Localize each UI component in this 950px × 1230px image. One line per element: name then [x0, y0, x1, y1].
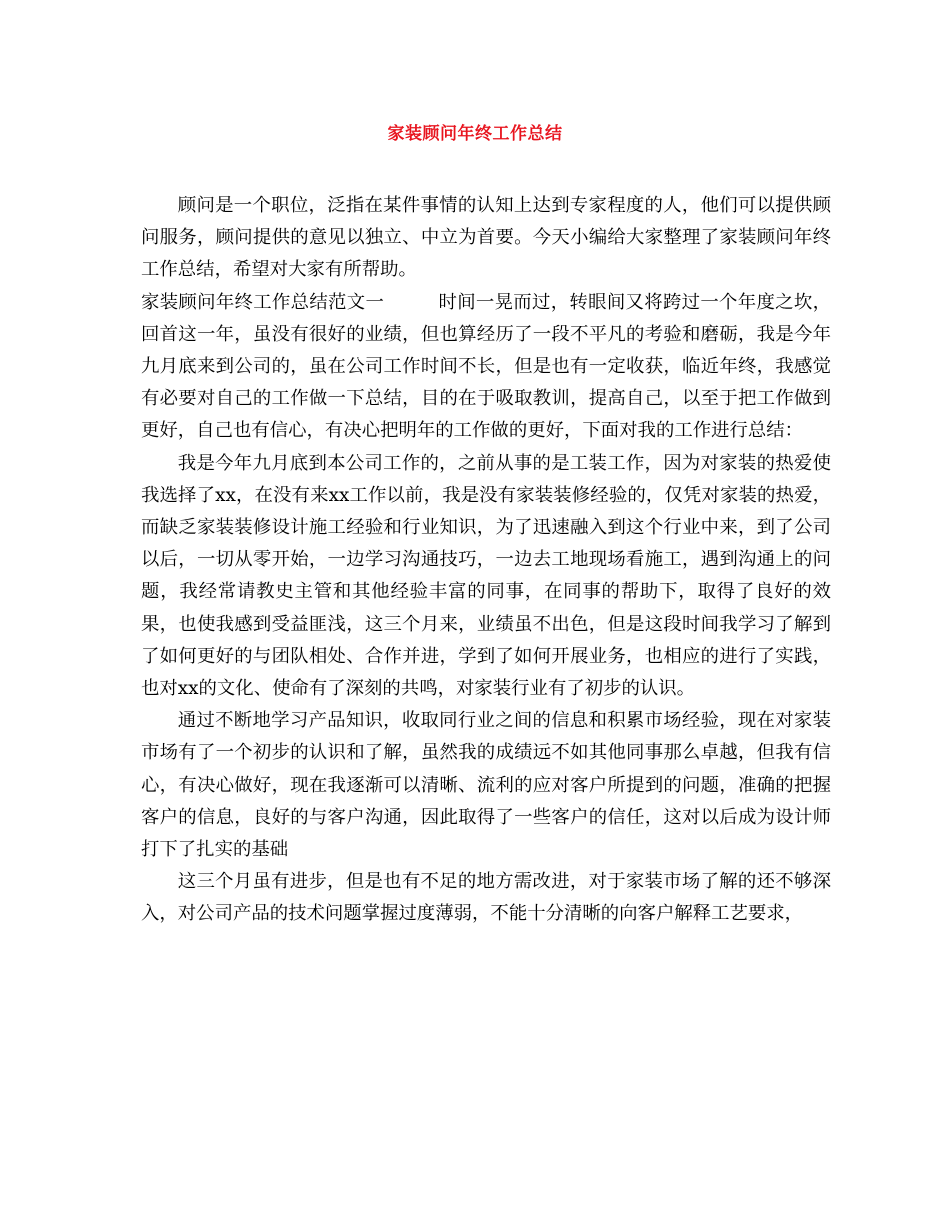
intro-paragraph: 顾问是一个职位，泛指在某件事情的认知上达到专家程度的人，他们可以提供顾问服务，顾问提供的意见以独立、中立为首要。今天小编给大家整理了家装顾问年终工作总结，希望对大家有所帮助。	[141, 195, 831, 281]
section-heading: 家装顾问年终工作总结范文一	[141, 291, 385, 313]
document-body	[141, 190, 831, 931]
section-opening-text: 时间一晃而过，转眼间又将跨过一个年度之坎，回首这一年，虽没有很好的业绩，但也算经历了一段不平凡的考验和磨砺，我是今年九月底来到公司的，虽在公司工作时间不长，但是也有一定收获，临近年终，我感觉有必要对自己的工作做一下总结，目的在于吸取教训，提高自己，以至于把工作做到更好，自己也有信心，有决心把明年的工作做的更好，下面对我的工作进行总结：	[141, 291, 831, 442]
document-title: 家装顾问年终工作总结	[387, 124, 563, 144]
section-paragraph	[141, 287, 831, 448]
body-paragraph-2: 通过不断地学习产品知识，收取同行业之间的信息和积累市场经验，现在对家装市场有了一个初步的认识和了解，虽然我的成绩远不如其他同事那么卓越，但我有信心，有决心做好，现在我逐渐可以清晰、流利的应对客户所提到的问题，准确的把握客户的信息，良好的与客户沟通，因此取得了一些客户的信任，这对以后成为设计师打下了扎实的基础	[141, 710, 831, 861]
body-paragraph-3: 这三个月虽有进步，但是也有不足的地方需改进，对于家装市场了解的还不够深入，对公司产品的技术问题掌握过度薄弱，不能十分清晰的向客户解释工艺要求，	[141, 871, 831, 925]
body-paragraph-1: 我是今年九月底到本公司工作的，之前从事的是工装工作，因为对家装的热爱使我选择了xx，在没有来xx工作以前，我是没有家装装修经验的，仅凭对家装的热爱，而缺乏家装装修设计施工经验和行业知识，为了迅速融入到这个行业中来，到了公司以后，一切从零开始，一边学习沟通技巧，一边去工地现场看施工，遇到沟通上的问题，我经常请教史主管和其他经验丰富的同事，在同事的帮助下，取得了良好的效果，也使我感到受益匪浅，这三个月来，业绩虽不出色，但是这段时间我学习了解到了如何更好的与团队相处、合作并进，学到了如何开展业务，也相应的进行了实践，也对xx的文化、使命有了深刻的共鸣，对家装行业有了初步的认识。	[141, 452, 831, 700]
